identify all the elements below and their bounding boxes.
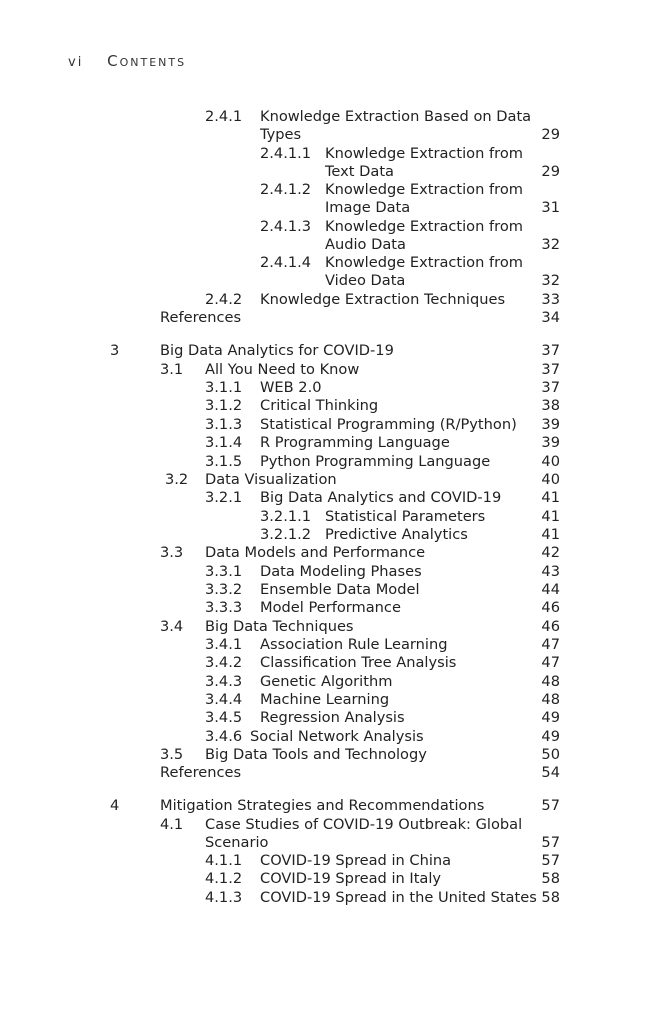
toc-entry-title: Python Programming Language — [260, 453, 491, 470]
toc-entry-title: Case Studies of COVID-19 Outbreak: Global — [205, 816, 523, 833]
toc-entry-number: 4.1 — [160, 816, 184, 833]
toc-entry-title: Knowledge Extraction Techniques — [260, 291, 506, 308]
toc-entry-number: 4.1.2 — [205, 870, 243, 887]
toc-entry-number: 3.3.1 — [205, 563, 243, 580]
toc-entry-title: COVID-19 Spread in Italy — [260, 870, 442, 887]
toc-entry-number: 3.4.4 — [205, 691, 243, 708]
toc-entry-title: Big Data Tools and Technology — [205, 746, 427, 763]
toc-entry-title: Knowledge Extraction from — [325, 218, 523, 235]
toc-entry-page: 34 — [541, 309, 560, 326]
toc-entry-title: COVID-19 Spread in the United States — [260, 889, 537, 906]
toc-entry-title: Knowledge Extraction from — [325, 145, 523, 162]
toc-entry-title: Statistical Parameters — [325, 508, 486, 525]
toc-entry-number: 3.2.1.2 — [260, 526, 312, 543]
toc-entry-page: 31 — [541, 199, 560, 216]
toc-entry-page: 58 — [541, 889, 560, 906]
toc-entry-page: 41 — [541, 508, 560, 525]
toc-entry-title: Predictive Analytics — [325, 526, 468, 543]
toc-entry-page: 44 — [541, 581, 560, 598]
toc-entry-page: 39 — [541, 434, 560, 451]
toc-entry-page: 39 — [541, 416, 560, 433]
toc-entry-number: 3.2.1.1 — [260, 508, 312, 525]
toc-entry-page: 40 — [541, 453, 560, 470]
toc-entry-number: 3.3.2 — [205, 581, 243, 598]
toc-entry-number: 3.1.1 — [205, 379, 243, 396]
toc-entry-number: 2.4.1 — [205, 108, 243, 125]
toc-entry-title: Classification Tree Analysis — [260, 654, 457, 671]
toc-entry-title: Knowledge Extraction from — [325, 181, 523, 198]
toc-entry-title-continued: Video Data — [325, 272, 406, 289]
toc-entry-page: 41 — [541, 526, 560, 543]
toc-entry-title: Data Models and Performance — [205, 544, 426, 561]
toc-entry-number: 3.4.6 — [205, 728, 243, 745]
toc-chapter-title: Mitigation Strategies and Recommendations — [160, 797, 485, 814]
toc-entry-page: 43 — [541, 563, 560, 580]
toc-entry-page: 32 — [541, 272, 560, 289]
toc-entry-title: References — [160, 309, 242, 326]
toc-entry-title: Genetic Algorithm — [260, 673, 393, 690]
toc-entry-number: 3.3 — [160, 544, 184, 561]
toc-entry-number: 3.1.2 — [205, 397, 243, 414]
toc-chapter-number: 4 — [110, 797, 120, 814]
toc-entry-number: 3.4.1 — [205, 636, 243, 653]
toc-entry-title: Statistical Programming (R/Python) — [260, 416, 517, 433]
toc-entry-title-continued: Scenario — [205, 834, 269, 851]
toc-entry-page: 47 — [541, 636, 560, 653]
toc-entry-number: 2.4.2 — [205, 291, 243, 308]
running-title: Contents — [107, 52, 187, 70]
toc-entry-page: 49 — [541, 728, 560, 745]
toc-entry-title: Big Data Techniques — [205, 618, 354, 635]
toc-entry-title: Critical Thinking — [260, 397, 379, 414]
toc-entry-page: 49 — [541, 709, 560, 726]
toc-entry-title: COVID-19 Spread in China — [260, 852, 452, 869]
toc-entry-page: 29 — [541, 126, 560, 143]
toc-entry-page: 48 — [541, 691, 560, 708]
toc-entry-page: 46 — [541, 599, 560, 616]
toc-entry-number: 3.2 — [165, 471, 189, 488]
toc-entry-number: 2.4.1.4 — [260, 254, 312, 271]
toc-entry-number: 3.4 — [160, 618, 184, 635]
toc-entry-title: Association Rule Learning — [260, 636, 448, 653]
toc-entry-title: Regression Analysis — [260, 709, 405, 726]
toc-chapter-title: Big Data Analytics for COVID-19 — [160, 342, 394, 359]
toc-entry-page: 48 — [541, 673, 560, 690]
toc-entry-page: 37 — [541, 361, 560, 378]
toc-entry-title: WEB 2.0 — [260, 379, 322, 396]
toc-entry-number: 3.2.1 — [205, 489, 243, 506]
toc-entry-page: 38 — [541, 397, 560, 414]
toc-entry-title: Ensemble Data Model — [260, 581, 420, 598]
toc-entry-title-continued: Types — [260, 126, 302, 143]
toc-entry-number: 4.1.1 — [205, 852, 243, 869]
toc-entry-page: 47 — [541, 654, 560, 671]
toc-entry-number: 3.4.5 — [205, 709, 243, 726]
toc-entry-title: Data Visualization — [205, 471, 337, 488]
toc-entry-page: 54 — [541, 764, 560, 781]
toc-entry-title: Data Modeling Phases — [260, 563, 422, 580]
toc-entry-title: Machine Learning — [260, 691, 390, 708]
toc-entry-title: All You Need to Know — [205, 361, 360, 378]
toc-entry-number: 3.4.2 — [205, 654, 243, 671]
toc-entry-title: Big Data Analytics and COVID-19 — [260, 489, 502, 506]
toc-entry-page: 32 — [541, 236, 560, 253]
toc-entry-number: 2.4.1.2 — [260, 181, 312, 198]
toc-entry-title-continued: Text Data — [325, 163, 394, 180]
page-number: vi — [68, 55, 84, 70]
toc-entry-title: Knowledge Extraction Based on Data — [260, 108, 532, 125]
toc-entry-page: 42 — [541, 544, 560, 561]
toc-entry-title: References — [160, 764, 242, 781]
toc-entry-number: 3.1 — [160, 361, 184, 378]
toc-entry-number: 4.1.3 — [205, 889, 243, 906]
toc-entry-title: Social Network Analysis — [250, 728, 424, 745]
toc-entry-title-continued: Audio Data — [325, 236, 406, 253]
toc-entry-number: 3.3.3 — [205, 599, 243, 616]
toc-entry-page: 57 — [541, 852, 560, 869]
toc-entry-page: 29 — [541, 163, 560, 180]
toc-entry-number: 2.4.1.1 — [260, 145, 312, 162]
toc-entry-page: 41 — [541, 489, 560, 506]
toc-chapter-number: 3 — [110, 342, 120, 359]
toc-entry-title-continued: Image Data — [325, 199, 411, 216]
toc-entry-title: Model Performance — [260, 599, 401, 616]
toc-entry-title: Knowledge Extraction from — [325, 254, 523, 271]
toc-entry-page: 50 — [541, 746, 560, 763]
toc-entry-page: 57 — [541, 797, 560, 814]
toc-entry-page: 33 — [541, 291, 560, 308]
toc-entry-page: 37 — [541, 379, 560, 396]
toc-entry-number: 3.4.3 — [205, 673, 243, 690]
toc-entry-page: 37 — [541, 342, 560, 359]
toc-entry-number: 3.5 — [160, 746, 184, 763]
toc-entry-page: 57 — [541, 834, 560, 851]
toc-entry-number: 3.1.3 — [205, 416, 243, 433]
toc-entry-page: 40 — [541, 471, 560, 488]
toc-entry-number: 3.1.4 — [205, 434, 243, 451]
toc-entry-number: 2.4.1.3 — [260, 218, 312, 235]
toc-entry-number: 3.1.5 — [205, 453, 243, 470]
toc-entry-page: 46 — [541, 618, 560, 635]
toc-entry-title: R Programming Language — [260, 434, 450, 451]
toc-entry-page: 58 — [541, 870, 560, 887]
